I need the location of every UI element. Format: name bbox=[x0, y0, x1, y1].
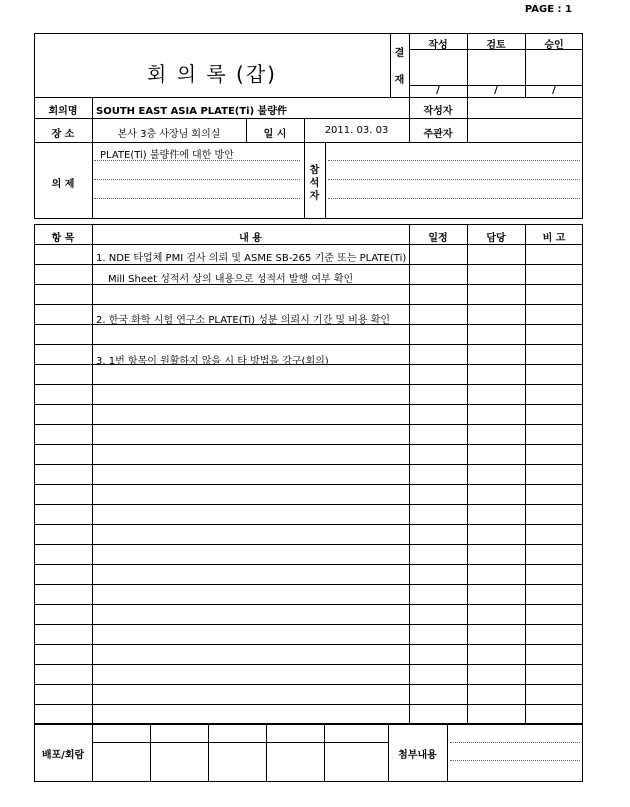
meeting-name-label: 회의명 bbox=[48, 106, 78, 117]
page-number: PAGE : 1 bbox=[524, 4, 572, 15]
approval-label-bottom: 재 bbox=[394, 75, 405, 86]
table-row-line bbox=[34, 684, 583, 685]
table-row-text: Mill Sheet 성적서 상의 내용으로 성적서 발행 여부 확인 bbox=[108, 274, 354, 285]
table-row-line bbox=[34, 344, 583, 345]
datetime-label: 일 시 bbox=[263, 129, 287, 140]
distribution-label: 배포/회람 bbox=[41, 750, 85, 761]
table-row-line bbox=[34, 664, 583, 665]
approval-label-top: 결 bbox=[394, 48, 405, 59]
date-value: 2011. 03. 03 bbox=[324, 125, 389, 136]
agenda-label: 의 제 bbox=[51, 179, 75, 190]
table-row-line bbox=[34, 264, 583, 265]
author-label: 작성자 bbox=[423, 106, 453, 117]
approval-col-approve: 승인 bbox=[544, 40, 564, 51]
approval-date-slash: / bbox=[436, 85, 440, 96]
header-content: 내 용 bbox=[239, 233, 262, 244]
approval-date-slash: / bbox=[494, 85, 498, 96]
footer-frame bbox=[34, 724, 583, 782]
approval-date-slash: / bbox=[552, 85, 556, 96]
attendee-label-1: 참 bbox=[309, 165, 320, 176]
items-table-frame bbox=[34, 224, 583, 724]
table-row-line bbox=[34, 624, 583, 625]
host-label: 주관자 bbox=[423, 129, 453, 140]
table-row-line bbox=[34, 564, 583, 565]
table-row-line bbox=[34, 384, 583, 385]
table-row-line bbox=[34, 644, 583, 645]
table-row-line bbox=[34, 524, 583, 525]
header-item: 항 목 bbox=[51, 233, 75, 244]
table-row-line bbox=[34, 244, 583, 245]
table-row-text: 2. 한국 화학 시험 연구소 PLATE(Ti) 성분 의뢰시 기간 및 비용 확인 bbox=[96, 315, 391, 326]
table-row-line bbox=[34, 404, 583, 405]
place-label: 장 소 bbox=[51, 129, 75, 140]
table-row-line bbox=[34, 604, 583, 605]
table-row-line bbox=[34, 544, 583, 545]
attachment-label: 첨부내용 bbox=[398, 750, 437, 761]
attendee-label-2: 석 bbox=[309, 178, 320, 189]
meeting-name-value: SOUTH EAST ASIA PLATE(Ti) 불량件 bbox=[96, 106, 287, 117]
document-title: 회 의 록 (갑) bbox=[147, 62, 277, 86]
attendee-label-3: 자 bbox=[309, 191, 320, 202]
table-row-line bbox=[34, 444, 583, 445]
approval-col-author: 작성 bbox=[428, 40, 448, 51]
table-row-text: 3. 1번 항목이 원활하지 않을 시 타 방법을 강구(회의) bbox=[96, 356, 329, 367]
table-row-line bbox=[34, 484, 583, 485]
table-row-line bbox=[34, 304, 583, 305]
header-remarks: 비 고 bbox=[542, 233, 566, 244]
table-row-line bbox=[34, 704, 583, 705]
table-row-line bbox=[34, 584, 583, 585]
table-row-line bbox=[34, 424, 583, 425]
approval-col-review: 검토 bbox=[486, 40, 506, 51]
table-row-text: 1. NDE 타업체 PMI 검사 의뢰 및 ASME SB-265 기준 또는 PLATE(Ti) bbox=[96, 253, 407, 264]
agenda-line: PLATE(Ti) 불량件에 대한 방안 bbox=[100, 150, 234, 161]
header-schedule: 일정 bbox=[428, 233, 448, 244]
place-value: 본사 3층 사장님 회의실 bbox=[117, 129, 221, 140]
table-row-line bbox=[34, 504, 583, 505]
header-owner: 담당 bbox=[486, 233, 506, 244]
table-row-line bbox=[34, 464, 583, 465]
